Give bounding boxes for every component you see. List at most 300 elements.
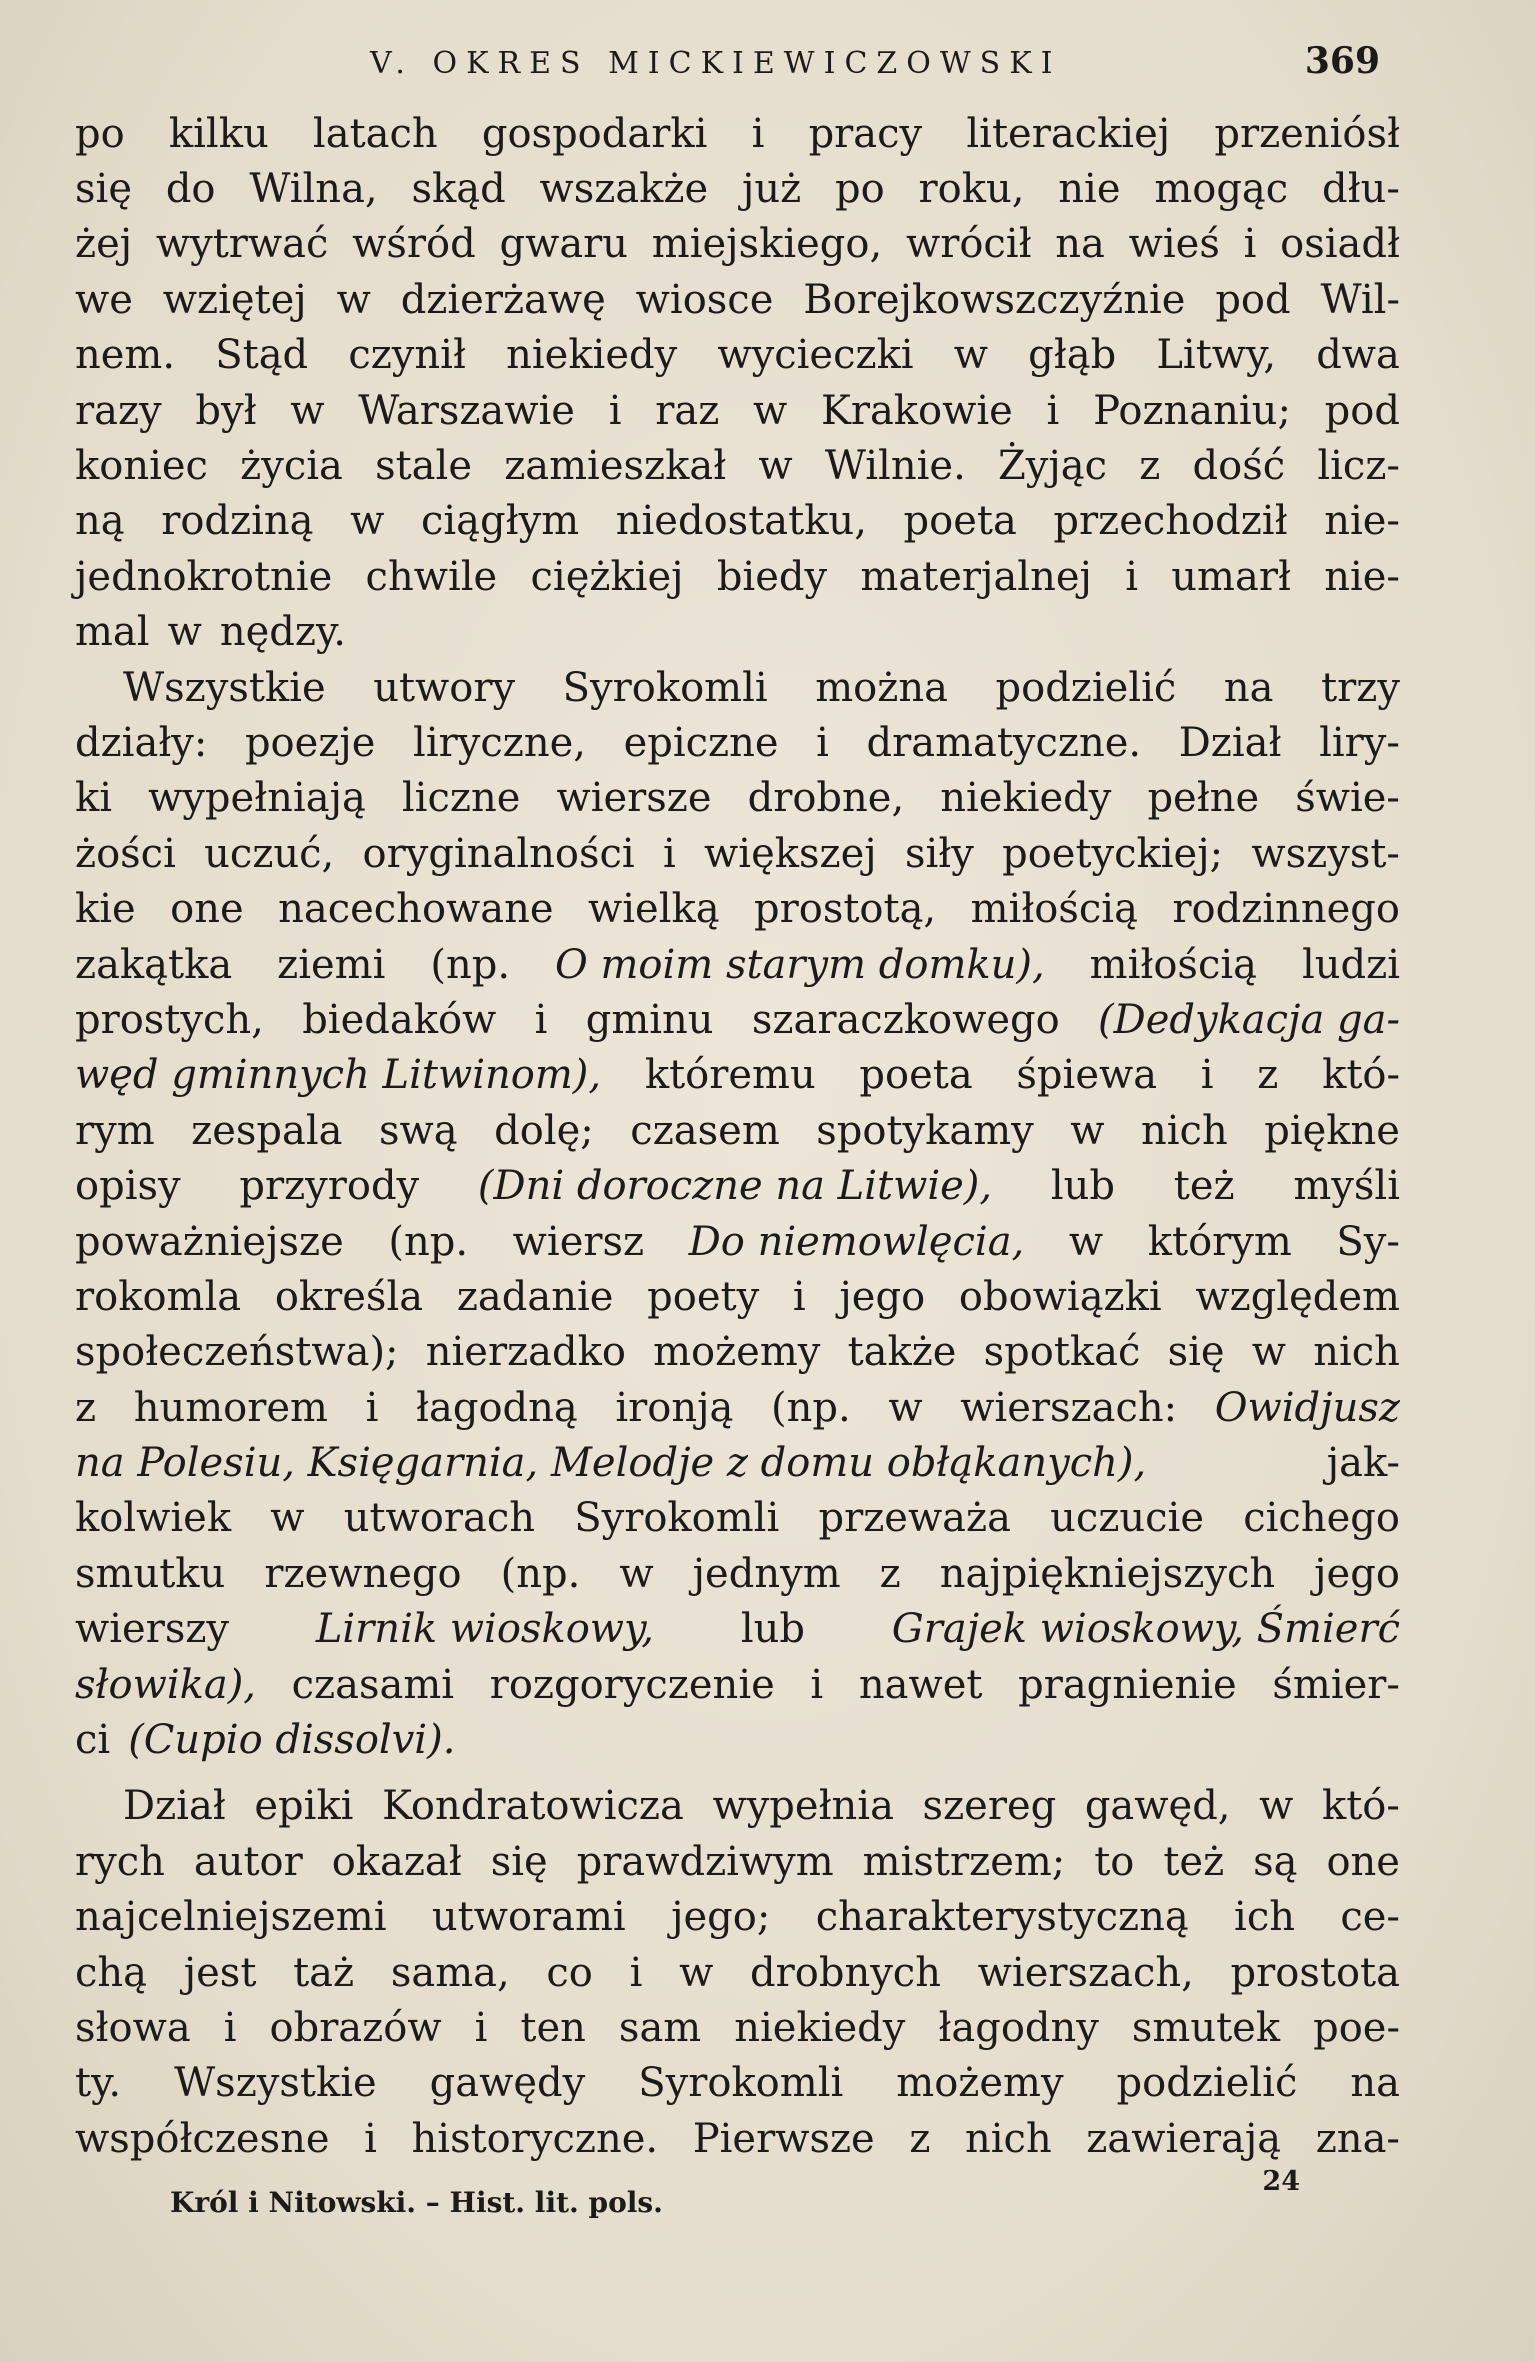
text-line (75, 217, 1400, 272)
word: piękne (1264, 1107, 1400, 1154)
word: żości (75, 830, 176, 877)
word: utwory (373, 664, 516, 711)
word: umarł (1171, 553, 1291, 600)
word: zadanie (456, 1273, 614, 1320)
word: skąd (411, 166, 506, 213)
word: i (534, 996, 548, 1043)
word: możemy (653, 1329, 821, 1376)
word: materjalnej (860, 553, 1092, 600)
text-line (75, 1546, 1400, 1601)
word: niekiedy (506, 332, 678, 379)
word: łagodny (938, 2004, 1099, 2051)
word: łagodną (416, 1384, 578, 1431)
word: Wszystkie (174, 2060, 377, 2107)
word: pod (1215, 276, 1291, 323)
word: (Dedykacja ga- (1098, 996, 1400, 1043)
word: i (1125, 553, 1138, 600)
word: i (364, 2115, 377, 2162)
word: i (792, 1273, 806, 1320)
word: podzielić (1116, 2060, 1298, 2107)
word: szereg (922, 1783, 1057, 1830)
word: Warszawie (358, 387, 575, 434)
word: czasami (291, 1661, 455, 1708)
word: charakterystyczną (815, 1894, 1189, 1941)
word: możemy (896, 2060, 1064, 2107)
word: nie- (1324, 498, 1400, 545)
word: (np. (388, 1218, 469, 1265)
word: epiki (254, 1783, 354, 1830)
text-line (75, 1380, 1400, 1435)
word: Owidjusz (1214, 1384, 1400, 1431)
word: na (1223, 664, 1274, 711)
word: koniec (75, 443, 208, 490)
word: przeniósł (1214, 110, 1400, 157)
word: Wilnie. (824, 443, 966, 490)
word: szaraczkowego (751, 996, 1060, 1043)
word: większej (704, 830, 877, 877)
word: wiersze (556, 775, 712, 822)
text-line (75, 494, 1400, 549)
word: w (1068, 1218, 1104, 1265)
word: przeważa (818, 1495, 1011, 1542)
word: wierszach: (960, 1384, 1178, 1431)
text-line (75, 1657, 1400, 1712)
word: one (170, 886, 244, 933)
word: wielką (587, 886, 720, 933)
word: cichego (1243, 1495, 1400, 1542)
word: swą (379, 1107, 458, 1154)
word: okazał (331, 1838, 462, 1885)
word: śmier- (1272, 1661, 1400, 1708)
word: i (810, 1661, 824, 1708)
text-line (75, 1325, 1400, 1380)
word: wierszach, (977, 1949, 1194, 1996)
word: ironją (615, 1384, 734, 1431)
word: (np. (500, 1550, 581, 1597)
word: w (953, 332, 989, 379)
word: świe- (1295, 775, 1400, 822)
word: głąb (1028, 332, 1117, 379)
word: wziętej (162, 276, 307, 323)
running-head: V. OKRES MICKIEWICZOWSKI (370, 46, 1062, 81)
word: gawędy (429, 2060, 586, 2107)
word: myśli (1293, 1163, 1400, 1210)
word: chwile (365, 553, 498, 600)
word: ci (75, 1717, 111, 1764)
text-line (75, 2000, 1400, 2055)
word: poezje (244, 719, 376, 766)
word: mal (75, 609, 150, 656)
word: humorem (133, 1384, 328, 1431)
word: jego; (671, 1894, 771, 1941)
word: sama, (390, 1949, 510, 1996)
word: wytrwać (155, 221, 329, 268)
word: słowa (75, 2004, 191, 2051)
text-line (75, 328, 1400, 383)
word: i (1243, 221, 1257, 268)
word: jednym (692, 1550, 841, 1597)
word: w (167, 609, 202, 656)
word: osiadł (1280, 221, 1400, 268)
word: także (847, 1329, 957, 1376)
word: działy: (75, 719, 208, 766)
word: w (888, 1384, 923, 1431)
page-footer (170, 2166, 1300, 2226)
word: z (1257, 1052, 1279, 1099)
word: prostota (1230, 1949, 1400, 1996)
word: Grajek wioskowy, Śmierć (891, 1606, 1400, 1653)
word: latach (312, 110, 438, 157)
word: zawierają (1086, 2115, 1282, 2162)
word: spotykamy (816, 1107, 1034, 1154)
word: jednokrotnie (75, 553, 333, 600)
text-line (75, 1048, 1400, 1103)
word: wszakże (539, 166, 709, 213)
word: względem (1195, 1273, 1400, 1320)
word: najpiękniejszych (939, 1550, 1276, 1597)
word: rym (75, 1107, 155, 1154)
text-line (75, 1834, 1400, 1889)
word: wierszy (75, 1606, 230, 1653)
text-line (75, 1712, 1400, 1767)
word: lub (740, 1606, 805, 1653)
word: poetyckiej; (1002, 830, 1224, 877)
word: opisy (75, 1163, 181, 1210)
word: liryczne, (413, 719, 586, 766)
word: mogąc (1154, 166, 1289, 213)
word: i (223, 2004, 237, 2051)
word: dzierżawę (400, 276, 606, 323)
word: gwaru (499, 221, 629, 268)
word: czynił (348, 332, 466, 379)
word: nich (964, 2115, 1052, 2162)
word: Krakowie (820, 387, 1013, 434)
word: ciągłym (420, 498, 580, 545)
text-line (75, 1269, 1400, 1324)
text-line (75, 771, 1400, 826)
word: Pierwsze (692, 2115, 875, 2162)
word: ziemi (277, 941, 386, 988)
word: trzy (1321, 664, 1400, 711)
word: razy (75, 387, 162, 434)
word: zakątka (75, 941, 233, 988)
word: Wil- (1320, 276, 1400, 323)
text-line (75, 1491, 1400, 1546)
word: przyrody (239, 1163, 420, 1210)
word: w (1251, 1329, 1287, 1376)
word: rzewnego (264, 1550, 462, 1597)
text-line (75, 438, 1400, 493)
text-line (75, 1779, 1400, 1834)
word: drobnych (750, 1949, 941, 1996)
word: we (75, 276, 133, 323)
word: taż (293, 1949, 355, 1996)
word: smutku (75, 1550, 226, 1597)
word: miłością (970, 886, 1138, 933)
word: rozgoryczenie (489, 1661, 775, 1708)
word: w (752, 387, 788, 434)
word: nierzadko (425, 1329, 626, 1376)
word: poeta (859, 1052, 973, 1099)
word: Kondratowicza (382, 1783, 684, 1830)
word: dłu- (1322, 166, 1400, 213)
word: i (816, 719, 829, 766)
text-line (75, 2056, 1400, 2111)
page-number: 369 (1304, 40, 1380, 82)
word: w (619, 1550, 654, 1597)
word: ki (75, 775, 113, 822)
word: śpiewa (1016, 1052, 1158, 1099)
word: w (679, 1949, 714, 1996)
word: wycieczki (717, 332, 914, 379)
word: z (879, 1550, 901, 1597)
text-line (75, 106, 1400, 161)
word: do (165, 166, 216, 213)
word: siły (904, 830, 974, 877)
word: one (1326, 1838, 1400, 1885)
word: kie (75, 886, 136, 933)
word: w (350, 498, 385, 545)
word: najcelniejszemi (75, 1894, 387, 1941)
text-line (75, 660, 1400, 715)
word: Poznaniu; (1093, 387, 1291, 434)
word: raz (655, 387, 720, 434)
word: jego (1314, 1550, 1400, 1597)
word: Wilna, (249, 166, 378, 213)
word: na (1055, 221, 1105, 268)
word: zespala (191, 1107, 343, 1154)
word: gospodarki (481, 110, 708, 157)
word: jest (183, 1949, 257, 1996)
text-line (75, 1602, 1400, 1657)
word: rodzinnego (1172, 886, 1400, 933)
word: wypełniają (148, 775, 366, 822)
text-line (75, 2111, 1400, 2166)
word: ce- (1340, 1894, 1400, 1941)
word: Stąd (215, 332, 309, 379)
word: czasem (630, 1107, 780, 1154)
word: nich (1141, 1107, 1228, 1154)
word: poważniejsze (75, 1218, 344, 1265)
word: Lirnik wioskowy, (315, 1606, 655, 1653)
word: Do niemowlęcia, (688, 1218, 1025, 1265)
word: też (1173, 1163, 1235, 1210)
word: Żyjąc (997, 443, 1108, 490)
word: i (751, 110, 765, 157)
word: poe- (1313, 2004, 1400, 2051)
word: z (75, 1384, 97, 1431)
text-line (75, 383, 1400, 438)
word: którym (1147, 1218, 1292, 1265)
word: drobne, (747, 775, 905, 822)
word: literackiej (966, 110, 1171, 157)
word: wrócił (905, 221, 1032, 268)
word: niedostatku, (615, 498, 867, 545)
word: żej (75, 221, 133, 268)
word: życia (240, 443, 343, 490)
word: wszyst- (1251, 830, 1400, 877)
word: społeczeństwa); (75, 1329, 399, 1376)
word: ty. (75, 2060, 122, 2107)
word: obowiązki (958, 1273, 1162, 1320)
word: wieś (1128, 221, 1220, 268)
word: któ- (1321, 1783, 1400, 1830)
word: określa (274, 1273, 424, 1320)
word: roku, (918, 166, 1025, 213)
word: dwa (1316, 332, 1400, 379)
word: w (1259, 1783, 1294, 1830)
word: i (474, 2004, 488, 2051)
word: oryginalności (362, 830, 635, 877)
word: smutek (1131, 2004, 1281, 2051)
word: Litwy, (1156, 332, 1277, 379)
word: nie- (1324, 553, 1400, 600)
word: Wszystkie (123, 664, 326, 711)
word: ludzi (1301, 941, 1400, 988)
word: wśród (352, 221, 476, 268)
word: zna- (1315, 2115, 1400, 2162)
word: Dział (123, 1783, 226, 1830)
word: to (1094, 1838, 1135, 1885)
word: są (1253, 1838, 1298, 1885)
word: kolwiek (75, 1495, 232, 1542)
word: nędzy. (219, 609, 346, 656)
word: mistrzem; (862, 1838, 1066, 1885)
word: i (608, 387, 622, 434)
word: i (1046, 387, 1060, 434)
word: kilku (168, 110, 269, 157)
word: miłością (1089, 941, 1257, 988)
text-line (75, 881, 1400, 936)
word: rych (75, 1838, 165, 1885)
text-line (75, 715, 1400, 770)
word: nem. (75, 332, 176, 379)
word: nie (1058, 166, 1121, 213)
word: chą (75, 1949, 148, 1996)
word: był (195, 387, 257, 434)
text-line (75, 1214, 1400, 1269)
word: utworach (343, 1495, 536, 1542)
text-line (75, 605, 1400, 660)
text-line (75, 1158, 1400, 1213)
text-line (75, 826, 1400, 881)
word: wiersz (512, 1218, 645, 1265)
page-header (60, 40, 1380, 90)
text-line (75, 1435, 1400, 1490)
word: Syrokomli (574, 1495, 780, 1542)
word: (Dni doroczne na Litwie), (477, 1163, 993, 1210)
text-line (75, 549, 1400, 604)
word: można (815, 664, 948, 711)
word: wiosce (635, 276, 774, 323)
word: co (546, 1949, 593, 1996)
word: obrazów (269, 2004, 442, 2051)
text-line (75, 1945, 1400, 2000)
word: liry- (1319, 719, 1400, 766)
word: biedy (716, 553, 828, 600)
word: niekiedy (940, 775, 1112, 822)
word: pracy (808, 110, 923, 157)
word: dość (1192, 443, 1286, 490)
footer-source: Król i Nitowski. – Hist. lit. pols. (170, 2186, 663, 2219)
word: z (1139, 443, 1161, 490)
word: na (1350, 2060, 1400, 2107)
word: (Cupio dissolvi). (128, 1717, 456, 1764)
word: pełne (1147, 775, 1260, 822)
word: prostych, (75, 996, 264, 1043)
word: epiczne (623, 719, 779, 766)
word: (np. (771, 1384, 851, 1431)
word: i (1200, 1052, 1214, 1099)
word: ciężkiej (530, 553, 684, 600)
word: spotkać (983, 1329, 1141, 1376)
word: miejskiego, (651, 221, 883, 268)
word: Dział (1178, 719, 1282, 766)
word: w (290, 387, 325, 434)
word: z (909, 2115, 931, 2162)
word: biedaków (302, 996, 497, 1043)
text-line (75, 272, 1400, 327)
word: zamieszkał (504, 443, 727, 490)
word: się (75, 166, 132, 213)
word: O moim starym domku), (554, 941, 1045, 988)
word: jak- (1326, 1440, 1400, 1487)
text-line (75, 1103, 1400, 1158)
word: węd gminnych Litwinom), (75, 1052, 602, 1099)
word: gawęd, (1084, 1783, 1231, 1830)
word: współczesne (75, 2115, 330, 2162)
signature-mark: 24 (1262, 2166, 1300, 2197)
word: lub (1050, 1163, 1116, 1210)
word: Sy- (1336, 1218, 1400, 1265)
word: historyczne. (411, 2115, 659, 2162)
text-line (75, 992, 1400, 1047)
word: uczuć, (204, 830, 335, 877)
word: Syrokomli (562, 664, 768, 711)
word: się (490, 1838, 548, 1885)
word: nacechowane (278, 886, 554, 933)
word: niekiedy (734, 2004, 906, 2051)
word: ich (1234, 1894, 1295, 1941)
word: też (1163, 1838, 1225, 1885)
word: nich (1313, 1329, 1400, 1376)
word: poeta (903, 498, 1017, 545)
word: licz- (1317, 443, 1400, 490)
word: w (270, 1495, 305, 1542)
word: po (835, 166, 885, 213)
text-line (75, 937, 1400, 992)
word: utworami (431, 1894, 626, 1941)
word: stale (375, 443, 472, 490)
word: przechodził (1053, 498, 1288, 545)
word: na Polesiu, Księgarnia, Melodje z domu obłąkanych), (75, 1440, 1147, 1487)
word: i (365, 1384, 379, 1431)
word: któremu (644, 1052, 816, 1099)
word: w (336, 276, 371, 323)
word: i (662, 830, 676, 877)
text-line (75, 161, 1400, 216)
word: sam (618, 2004, 702, 2051)
word: rodziną (161, 498, 314, 545)
word: gminu (585, 996, 714, 1043)
word: prostotą, (754, 886, 937, 933)
word: jego (839, 1273, 926, 1320)
word: liczne (401, 775, 521, 822)
word: poety (647, 1273, 760, 1320)
word: dramatyczne. (866, 719, 1142, 766)
word: ten (520, 2004, 586, 2051)
word: autor (193, 1838, 303, 1885)
